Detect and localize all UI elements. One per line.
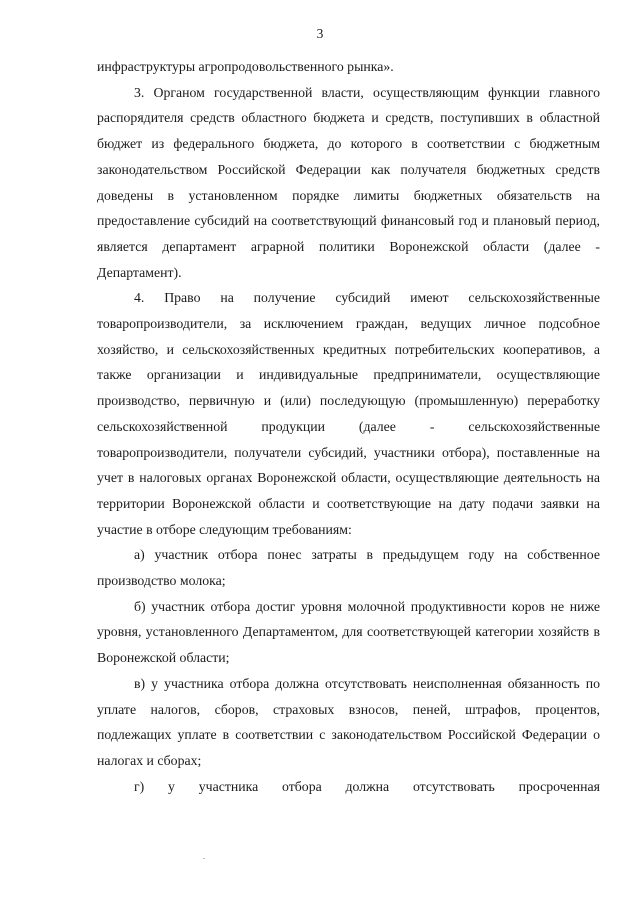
paragraph-item-v: в) у участника отбора должна отсутствовать неисполненная обязанность по уплате налогов, сборов, страховых взносов, пеней, штрафов, процентов, подлежащих уплате в соответствии с законодательством Российской Федерации о налогах и сборах; <box>97 675 600 768</box>
paragraph-item-g: г) у участника отбора должна отсутствовать просроченная <box>134 778 600 794</box>
page-number: 3 <box>316 26 324 41</box>
paragraph-clause-3: 3. Органом государственной власти, осуществляющим функции главного распорядителя средств областного бюджета и средств, поступивших в областной бюджет из федерального бюджета, до которого в соответствии с бюджетным законодательством Российской Федерации как получателя бюджетных средств доведены в установленном порядке лимиты бюджетных обязательств на предоставление субсидий на соответствующий финансовый год и плановый период, является департамент аграрной политики Воронежской области (далее - Департамент). <box>97 84 600 280</box>
paragraph-item-a: а) участник отбора понес затраты в предыдущем году на собственное производство молока; <box>97 547 600 589</box>
document-body <box>97 54 600 799</box>
scan-speck <box>203 858 205 859</box>
paragraph-continuation: инфраструктуры агропродовольственного рынка». <box>97 59 394 74</box>
paragraph-item-b: б) участник отбора достиг уровня молочной продуктивности коров не ниже уровня, установленного Департаментом, для соответствующей категории хозяйств в Воронежской области; <box>97 598 600 666</box>
paragraph-clause-4: 4. Право на получение субсидий имеют сельскохозяйственные товаропроизводители, за исключением граждан, ведущих личное подсобное хозяйство, и сельскохозяйственных кредитных потребительских кооперативов, а также организации и индивидуальные предприниматели, осуществляющие производство, первичную и (или) последующую (промышленную) переработку сельскохозяйственной продукции (далее - сельскохозяйственные товаропроизводители, получатели субсидий, участники отбора), поставленные на учет в налоговых органах Воронежской области, осуществляющие деятельность на территории Воронежской области и соответствующие на дату подачи заявки на участие в отборе следующим требованиям: <box>97 290 600 537</box>
